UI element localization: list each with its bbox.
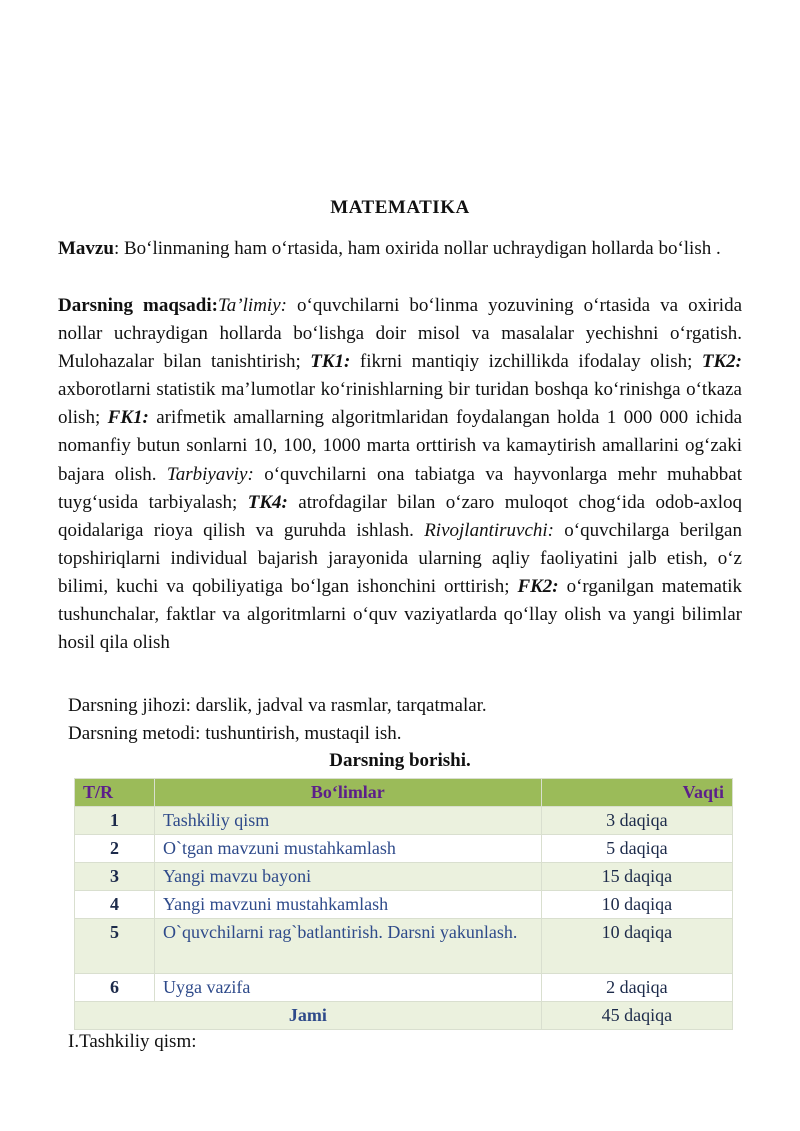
header-time: Vaqti bbox=[541, 779, 732, 807]
lesson-plan-table bbox=[74, 778, 733, 1030]
tk2-label: TK2: bbox=[701, 351, 742, 373]
fk2-label: FK2: bbox=[517, 575, 559, 597]
tk4-text: atrofdagilar bilan o‘zaro muloqot chog‘ida odob-axloq qoidalariga rioya qilish va guruhda ishlash. bbox=[58, 491, 742, 541]
educational-goal-label: Ta’limiy: bbox=[217, 295, 287, 316]
lesson-flow-heading: Darsning borishi. bbox=[329, 750, 471, 771]
topic-text: : Bo‘linmaning ham o‘rtasida, ham oxirida nollar uchraydigan hollarda bo‘lish . bbox=[113, 238, 721, 259]
upbringing-goal-text: o‘quvchilarni ona tabiatga va hayvonlarga mehr muhabbat tuyg‘usida tarbiyalash; bbox=[58, 463, 742, 513]
section-heading: I.Tashkiliy qism: bbox=[68, 1031, 197, 1052]
fk1-text: arifmetik amallarning algoritmlaridan foydalangan holda 1 000 000 ichida nomanfiy butun sonlarni 10, 100, 1000 marta orttirish va kamaytirish amallarini og‘zaki bajara olish. bbox=[58, 407, 743, 485]
method-line: Darsning metodi: tushuntirish, mustaqil ish. bbox=[68, 723, 402, 744]
row-time: 15 daqiqa bbox=[541, 863, 732, 891]
table-row bbox=[75, 835, 733, 863]
tk1-text: fikrni mantiqiy izchillikda ifodalay olish; bbox=[350, 351, 702, 373]
row-time: 10 daqiqa bbox=[541, 919, 732, 974]
equipment-line: Darsning jihozi: darslik, jadval va rasmlar, tarqatmalar. bbox=[68, 695, 487, 716]
lesson-goals-paragraph bbox=[58, 292, 742, 657]
row-time: 2 daqiqa bbox=[541, 974, 732, 1002]
row-time: 5 daqiqa bbox=[541, 835, 732, 863]
row-section: Uyga vazifa bbox=[154, 974, 541, 1002]
header-sections: Bo‘limlar bbox=[154, 779, 541, 807]
fk1-label: FK1: bbox=[107, 407, 149, 429]
row-number: 3 bbox=[75, 863, 155, 891]
row-number: 1 bbox=[75, 807, 155, 835]
tk4-label: TK4: bbox=[247, 491, 288, 513]
row-number: 2 bbox=[75, 835, 155, 863]
subject-title: MATEMATIKA bbox=[330, 197, 470, 218]
table-row bbox=[75, 863, 733, 891]
row-section: Yangi mavzuni mustahkamlash bbox=[154, 891, 541, 919]
tk2-text: axborotlarni statistik ma’lumotlar ko‘rinishlarning bir turidan boshqa ko‘rinishga o‘tkaza olish; bbox=[58, 379, 742, 429]
upbringing-goal-label: Tarbiyaviy: bbox=[166, 463, 254, 485]
header-number: T/R bbox=[75, 779, 155, 807]
total-label: Jami bbox=[75, 1002, 542, 1030]
row-section: O`quvchilarni rag`batlantirish. Darsni yakunlash. bbox=[154, 919, 541, 974]
developmental-goal-label: Rivojlantiruvchi: bbox=[424, 519, 554, 541]
developmental-goal-text: o‘quvchilarga berilgan topshiriqlarni individual bajarish jarayonida ularning aqliy faoliyatini jalb etish, o‘z bilimi, kuchi va qobiliyatiga bo‘lgan ishonchini orttirish; bbox=[58, 519, 742, 597]
goals-label: Darsning maqsadi: bbox=[58, 295, 218, 316]
row-section: O`tgan mavzuni mustahkamlash bbox=[154, 835, 541, 863]
table-header-row bbox=[75, 779, 733, 807]
table-total-row bbox=[75, 1002, 733, 1030]
row-number: 6 bbox=[75, 974, 155, 1002]
total-time: 45 daqiqa bbox=[541, 1002, 732, 1030]
table-row bbox=[75, 891, 733, 919]
row-number: 4 bbox=[75, 891, 155, 919]
table-row bbox=[75, 974, 733, 1002]
tk1-label: TK1: bbox=[310, 351, 351, 373]
row-time: 10 daqiqa bbox=[541, 891, 732, 919]
educational-goal-text: o‘quvchilarni bo‘linma yozuvining o‘rtasida va oxirida nollar uchraydigan hollarda bo‘lishga doir misol va masalalar yechishni o‘rgatish. Mulohazalar bilan tanishtirish; bbox=[58, 295, 742, 373]
row-section: Tashkiliy qism bbox=[154, 807, 541, 835]
table-row bbox=[75, 807, 733, 835]
row-section: Yangi mavzu bayoni bbox=[154, 863, 541, 891]
row-number: 5 bbox=[75, 919, 155, 974]
row-time: 3 daqiqa bbox=[541, 807, 732, 835]
topic-label: Mavzu bbox=[58, 238, 114, 259]
topic-paragraph bbox=[58, 235, 742, 263]
table-row bbox=[75, 919, 733, 974]
fk2-text: o‘rganilgan matematik tushunchalar, faktlar va algoritmlarni o‘quv vaziyatlarda qo‘llay olish va yangi bilimlar hosil qila olish bbox=[58, 575, 742, 654]
